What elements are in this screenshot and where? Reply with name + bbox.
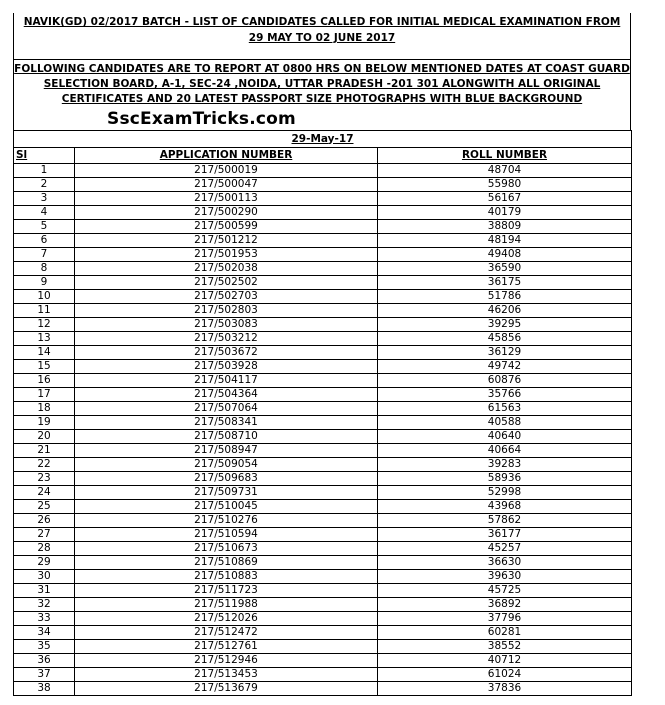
cell-roll-number: 45725 [378, 584, 632, 598]
cell-sl: 36 [14, 654, 75, 668]
cell-sl: 5 [14, 220, 75, 234]
cell-sl: 33 [14, 612, 75, 626]
cell-roll-number: 36630 [378, 556, 632, 570]
cell-roll-number: 48704 [378, 164, 632, 178]
notice-line-2: SELECTION BOARD, A-1, SEC-24 ,NOIDA, UTTAR PRADESH -201 301 ALONGWITH ALL ORIGINAL [43, 78, 601, 90]
cell-application-number: 217/504117 [75, 374, 378, 388]
cell-roll-number: 40664 [378, 444, 632, 458]
cell-roll-number: 39295 [378, 318, 632, 332]
cell-roll-number: 58936 [378, 472, 632, 486]
notice-line-1: FOLLOWING CANDIDATES ARE TO REPORT AT 0800 HRS ON BELOW MENTIONED DATES AT COAST GUARD [14, 63, 630, 75]
watermark-text: SscExamTricks.com [107, 109, 296, 129]
cell-sl: 6 [14, 234, 75, 248]
cell-sl: 13 [14, 332, 75, 346]
cell-application-number: 217/500290 [75, 206, 378, 220]
cell-roll-number: 51786 [378, 290, 632, 304]
table-row [14, 458, 632, 472]
cell-application-number: 217/508710 [75, 430, 378, 444]
cell-application-number: 217/501953 [75, 248, 378, 262]
cell-sl: 27 [14, 528, 75, 542]
cell-application-number: 217/509731 [75, 486, 378, 500]
cell-application-number: 217/503928 [75, 360, 378, 374]
cell-application-number: 217/502703 [75, 290, 378, 304]
cell-application-number: 217/500047 [75, 178, 378, 192]
cell-application-number: 217/503212 [75, 332, 378, 346]
table-row [14, 584, 632, 598]
cell-sl: 25 [14, 500, 75, 514]
cell-application-number: 217/500019 [75, 164, 378, 178]
cell-application-number: 217/501212 [75, 234, 378, 248]
cell-roll-number: 40179 [378, 206, 632, 220]
column-header-application: APPLICATION NUMBER [75, 148, 378, 164]
cell-roll-number: 46206 [378, 304, 632, 318]
document-sheet [13, 13, 631, 696]
cell-sl: 8 [14, 262, 75, 276]
table-row [14, 332, 632, 346]
report-date: 29-May-17 [14, 131, 632, 148]
table-row [14, 668, 632, 682]
table-row [14, 220, 632, 234]
cell-sl: 34 [14, 626, 75, 640]
table-row [14, 430, 632, 444]
cell-roll-number: 61024 [378, 668, 632, 682]
cell-application-number: 217/510276 [75, 514, 378, 528]
cell-sl: 4 [14, 206, 75, 220]
table-row [14, 262, 632, 276]
cell-application-number: 217/510869 [75, 556, 378, 570]
date-row [14, 131, 632, 148]
cell-sl: 26 [14, 514, 75, 528]
table-row [14, 318, 632, 332]
cell-sl: 10 [14, 290, 75, 304]
cell-roll-number: 37796 [378, 612, 632, 626]
table-row [14, 654, 632, 668]
cell-roll-number: 36590 [378, 262, 632, 276]
cell-roll-number: 57862 [378, 514, 632, 528]
cell-sl: 11 [14, 304, 75, 318]
cell-sl: 30 [14, 570, 75, 584]
table-row [14, 234, 632, 248]
cell-roll-number: 40588 [378, 416, 632, 430]
cell-sl: 29 [14, 556, 75, 570]
title-line-1: NAVIK(GD) 02/2017 BATCH - LIST OF CANDIDATES CALLED FOR INITIAL MEDICAL EXAMINATION FROM [23, 16, 621, 28]
cell-application-number: 217/512026 [75, 612, 378, 626]
cell-roll-number: 43968 [378, 500, 632, 514]
cell-roll-number: 39283 [378, 458, 632, 472]
document-header [13, 13, 631, 130]
cell-sl: 17 [14, 388, 75, 402]
cell-application-number: 217/503672 [75, 346, 378, 360]
cell-application-number: 217/502502 [75, 276, 378, 290]
cell-sl: 16 [14, 374, 75, 388]
cell-roll-number: 40640 [378, 430, 632, 444]
table-row [14, 206, 632, 220]
cell-application-number: 217/508947 [75, 444, 378, 458]
table-row [14, 486, 632, 500]
cell-application-number: 217/511988 [75, 598, 378, 612]
cell-application-number: 217/507064 [75, 402, 378, 416]
table-row [14, 290, 632, 304]
cell-sl: 19 [14, 416, 75, 430]
cell-roll-number: 35766 [378, 388, 632, 402]
cell-application-number: 217/513679 [75, 682, 378, 696]
cell-sl: 21 [14, 444, 75, 458]
table-row [14, 570, 632, 584]
cell-sl: 12 [14, 318, 75, 332]
cell-application-number: 217/509683 [75, 472, 378, 486]
cell-roll-number: 38809 [378, 220, 632, 234]
column-header-roll: ROLL NUMBER [378, 148, 632, 164]
table-row [14, 164, 632, 178]
document-title [14, 13, 630, 60]
cell-application-number: 217/512946 [75, 654, 378, 668]
cell-application-number: 217/500113 [75, 192, 378, 206]
cell-roll-number: 61563 [378, 402, 632, 416]
table-row [14, 346, 632, 360]
table-row [14, 248, 632, 262]
cell-sl: 15 [14, 360, 75, 374]
notice-line-3: CERTIFICATES AND 20 LATEST PASSPORT SIZE PHOTOGRAPHS WITH BLUE BACKGROUND [61, 93, 583, 105]
cell-sl: 3 [14, 192, 75, 206]
cell-roll-number: 45257 [378, 542, 632, 556]
cell-application-number: 217/510594 [75, 528, 378, 542]
table-row [14, 374, 632, 388]
cell-application-number: 217/513453 [75, 668, 378, 682]
cell-application-number: 217/503083 [75, 318, 378, 332]
table-row [14, 626, 632, 640]
cell-sl: 28 [14, 542, 75, 556]
cell-sl: 31 [14, 584, 75, 598]
cell-roll-number: 45856 [378, 332, 632, 346]
table-row [14, 444, 632, 458]
cell-roll-number: 52998 [378, 486, 632, 500]
cell-roll-number: 55980 [378, 178, 632, 192]
cell-application-number: 217/510673 [75, 542, 378, 556]
cell-application-number: 217/504364 [75, 388, 378, 402]
table-row [14, 304, 632, 318]
cell-roll-number: 36177 [378, 528, 632, 542]
cell-roll-number: 49408 [378, 248, 632, 262]
table-row [14, 542, 632, 556]
table-row [14, 472, 632, 486]
table-row [14, 598, 632, 612]
cell-sl: 2 [14, 178, 75, 192]
cell-application-number: 217/512761 [75, 640, 378, 654]
cell-application-number: 217/511723 [75, 584, 378, 598]
cell-roll-number: 56167 [378, 192, 632, 206]
cell-application-number: 217/500599 [75, 220, 378, 234]
cell-application-number: 217/510883 [75, 570, 378, 584]
cell-sl: 32 [14, 598, 75, 612]
table-row [14, 388, 632, 402]
table-row [14, 612, 632, 626]
cell-application-number: 217/509054 [75, 458, 378, 472]
cell-sl: 24 [14, 486, 75, 500]
cell-sl: 35 [14, 640, 75, 654]
table-row [14, 276, 632, 290]
cell-sl: 38 [14, 682, 75, 696]
table-row [14, 402, 632, 416]
column-header-sl: Sl [14, 148, 75, 164]
cell-application-number: 217/502803 [75, 304, 378, 318]
cell-application-number: 217/512472 [75, 626, 378, 640]
table-row [14, 500, 632, 514]
cell-application-number: 217/510045 [75, 500, 378, 514]
table-row [14, 514, 632, 528]
cell-application-number: 217/502038 [75, 262, 378, 276]
table-row [14, 178, 632, 192]
cell-roll-number: 39630 [378, 570, 632, 584]
cell-sl: 7 [14, 248, 75, 262]
cell-roll-number: 36129 [378, 346, 632, 360]
cell-sl: 37 [14, 668, 75, 682]
candidates-table [13, 130, 632, 696]
cell-roll-number: 60281 [378, 626, 632, 640]
table-row [14, 360, 632, 374]
table-row [14, 556, 632, 570]
cell-sl: 20 [14, 430, 75, 444]
cell-roll-number: 40712 [378, 654, 632, 668]
cell-roll-number: 36175 [378, 276, 632, 290]
cell-roll-number: 48194 [378, 234, 632, 248]
cell-roll-number: 49742 [378, 360, 632, 374]
cell-roll-number: 38552 [378, 640, 632, 654]
cell-sl: 9 [14, 276, 75, 290]
cell-roll-number: 60876 [378, 374, 632, 388]
cell-roll-number: 37836 [378, 682, 632, 696]
cell-sl: 14 [14, 346, 75, 360]
cell-sl: 18 [14, 402, 75, 416]
table-row [14, 416, 632, 430]
cell-application-number: 217/508341 [75, 416, 378, 430]
cell-sl: 23 [14, 472, 75, 486]
cell-sl: 22 [14, 458, 75, 472]
reporting-notice [14, 60, 630, 130]
table-row [14, 682, 632, 696]
cell-sl: 1 [14, 164, 75, 178]
column-header-row [14, 148, 632, 164]
title-line-2: 29 MAY TO 02 JUNE 2017 [248, 32, 396, 44]
table-row [14, 640, 632, 654]
table-row [14, 528, 632, 542]
cell-roll-number: 36892 [378, 598, 632, 612]
table-row [14, 192, 632, 206]
